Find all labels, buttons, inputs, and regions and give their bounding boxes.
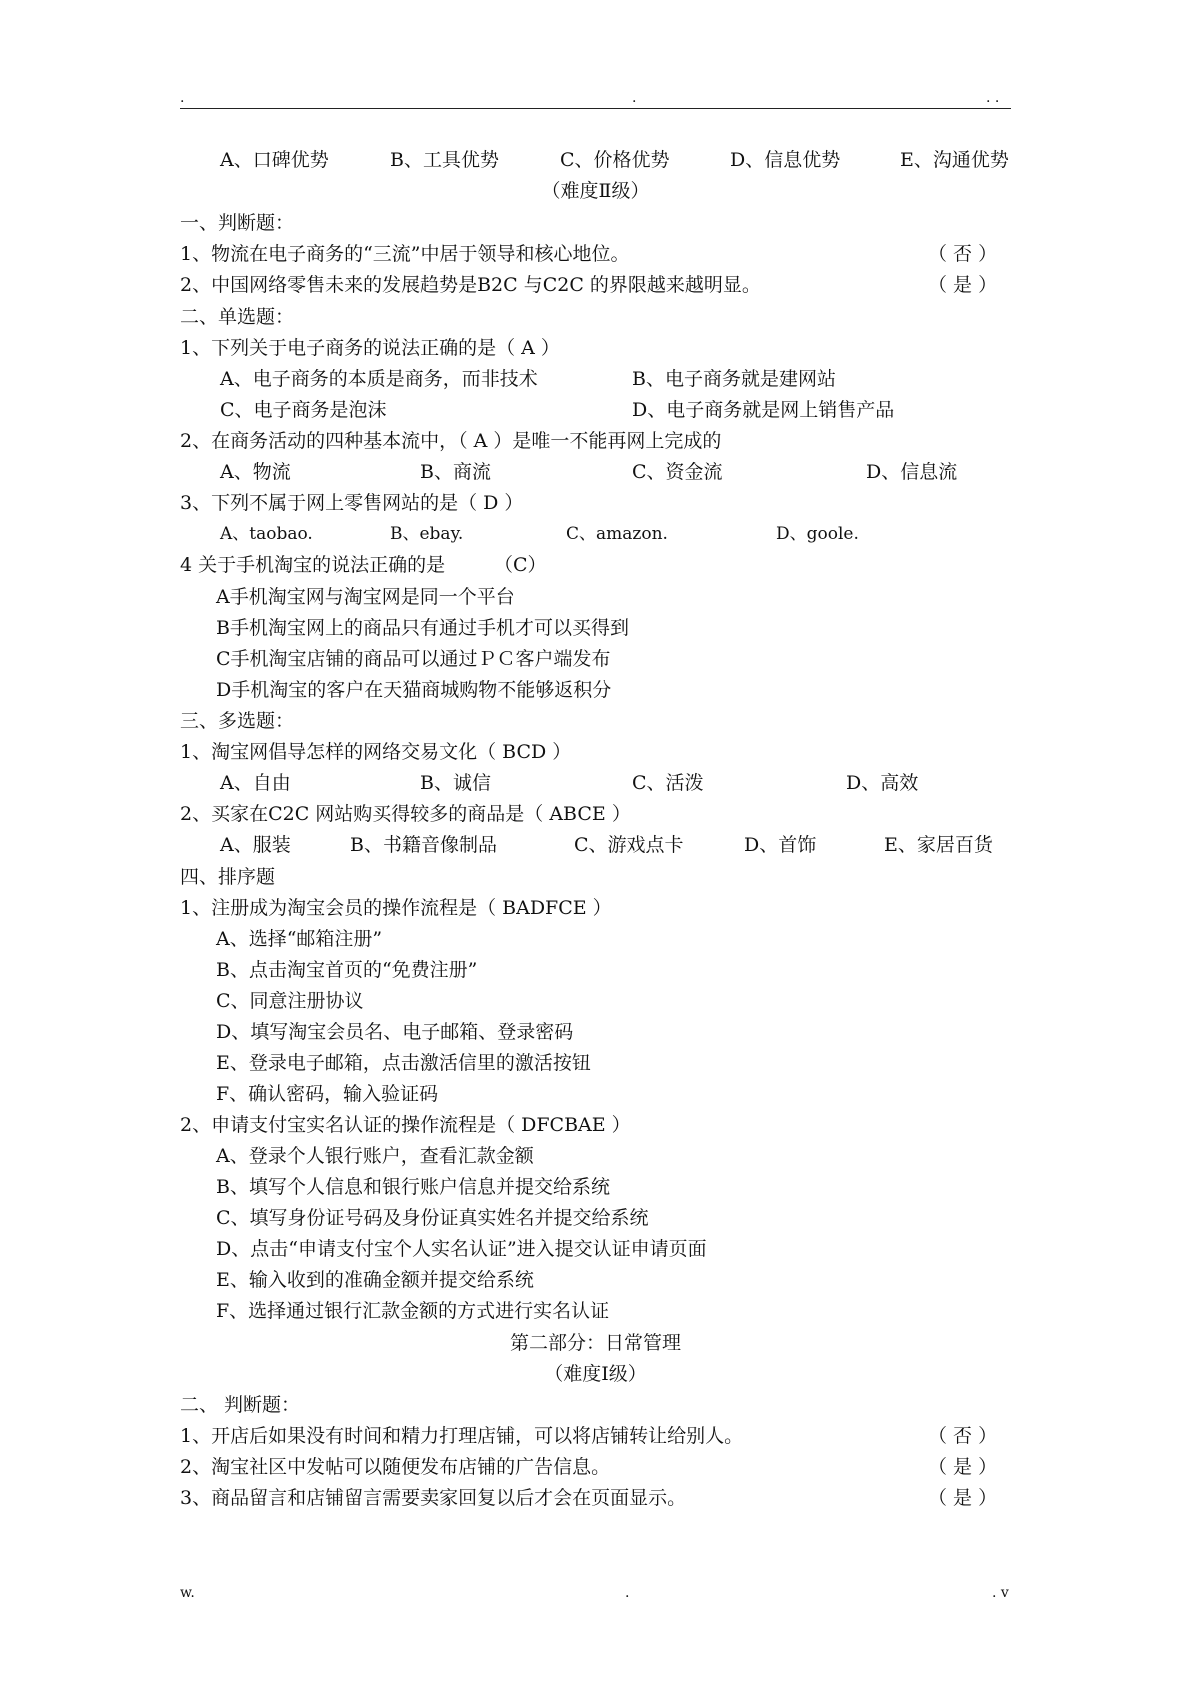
header-mark-left: . <box>180 90 185 106</box>
option: A、自由 <box>220 772 291 794</box>
option: A手机淘宝网与淘宝网是同一个平台 <box>216 586 515 608</box>
option: D、电子商务就是网上销售产品 <box>632 399 895 421</box>
question-text: 1、淘宝网倡导怎样的网络交易文化（ BCD ） <box>180 741 572 763</box>
option: E、家居百货 <box>884 834 993 856</box>
header-mark-mid: . <box>632 90 637 106</box>
option: B、诚信 <box>420 772 491 794</box>
footer-mark-mid: . <box>625 1585 630 1601</box>
section-heading: 三、多选题： <box>180 710 295 732</box>
question-text: 3、下列不属于网上零售网站的是（ D ） <box>180 492 524 514</box>
header-mark-right: . . <box>986 90 1000 106</box>
footer-mark-right: . v <box>992 1585 1009 1601</box>
step-item: B、点击淘宝首页的“免费注册” <box>216 959 478 981</box>
option: A、taobao. <box>220 524 313 544</box>
step-item: D、填写淘宝会员名、电子邮箱、登录密码 <box>216 1021 574 1043</box>
option: A、服装 <box>220 834 291 856</box>
top-option: D、信息优势 <box>730 149 841 171</box>
question-text: 2、在商务活动的四种基本流中，（ A ）是唯一不能再网上完成的 <box>180 430 722 452</box>
question-text: 1、开店后如果没有时间和精力打理店铺，可以将店铺转让给别人。 <box>180 1425 744 1447</box>
answer-bracket: （ 否 ） <box>928 1425 998 1447</box>
top-option: B、工具优势 <box>390 149 499 171</box>
difficulty-level: （难度Ⅰ级） <box>544 1363 647 1385</box>
step-item: F、确认密码，输入验证码 <box>216 1083 439 1105</box>
option: B、书籍音像制品 <box>350 834 497 856</box>
part-title: 第二部分：日常管理 <box>509 1332 681 1354</box>
step-item: C、同意注册协议 <box>216 990 364 1012</box>
question-text: 2、申请支付宝实名认证的操作流程是（ DFCBAE ） <box>180 1114 631 1136</box>
answer-bracket: （ 是 ） <box>928 1456 998 1478</box>
option: A、物流 <box>220 461 291 483</box>
top-option: E、沟通优势 <box>900 149 1009 171</box>
option: C、电子商务是泡沫 <box>220 399 387 421</box>
top-option: A、口碑优势 <box>220 149 329 171</box>
header-rule <box>180 108 1011 109</box>
option: D手机淘宝的客户在天猫商城购物不能够返积分 <box>216 679 612 701</box>
step-item: D、点击“申请支付宝个人实名认证”进入提交认证申请页面 <box>216 1238 707 1260</box>
question-text: 1、下列关于电子商务的说法正确的是（ A ） <box>180 337 560 359</box>
question-text: 2、买家在C2C 网站购买得较多的商品是（ ABCE ） <box>180 803 631 825</box>
question-text: 1、注册成为淘宝会员的操作流程是（ BADFCE ） <box>180 897 612 919</box>
option: C、游戏点卡 <box>574 834 684 856</box>
step-item: E、输入收到的准确金额并提交给系统 <box>216 1269 534 1291</box>
question-text: 2、中国网络零售未来的发展趋势是B2C 与C2C 的界限越来越明显。 <box>180 274 761 296</box>
footer-mark-left: w. <box>180 1585 195 1601</box>
question-text: 2、淘宝社区中发帖可以随便发布店铺的广告信息。 <box>180 1456 611 1478</box>
section-heading: 二、单选题： <box>180 306 295 328</box>
step-item: A、登录个人银行账户，查看汇款金额 <box>216 1145 534 1167</box>
section-heading: 一、判断题： <box>180 212 295 234</box>
option: D、信息流 <box>866 461 958 483</box>
option: D、高效 <box>846 772 919 794</box>
option: D、goole. <box>776 524 859 544</box>
difficulty-level: （难度Ⅱ级） <box>541 180 650 202</box>
answer-bracket: （C） <box>494 554 547 576</box>
step-item: C、填写身份证号码及身份证真实姓名并提交给系统 <box>216 1207 649 1229</box>
question-text: 3、商品留言和店铺留言需要卖家回复以后才会在页面显示。 <box>180 1487 687 1509</box>
step-item: B、填写个人信息和银行账户信息并提交给系统 <box>216 1176 610 1198</box>
answer-bracket: （ 是 ） <box>928 1487 998 1509</box>
step-item: E、登录电子邮箱，点击激活信里的激活按钮 <box>216 1052 591 1074</box>
option: C、amazon. <box>566 524 668 544</box>
question-text: 1、物流在电子商务的“三流”中居于领导和核心地位。 <box>180 243 630 265</box>
option: B、ebay. <box>390 524 464 544</box>
section-heading: 二、 判断题： <box>180 1394 301 1416</box>
answer-bracket: （ 否 ） <box>928 243 998 265</box>
option: D、首饰 <box>744 834 817 856</box>
option: B、商流 <box>420 461 491 483</box>
top-option: C、价格优势 <box>560 149 670 171</box>
option: C、活泼 <box>632 772 704 794</box>
option: B、电子商务就是建网站 <box>632 368 836 390</box>
question-text: 4 关于手机淘宝的说法正确的是 <box>180 554 446 576</box>
step-item: F、选择通过银行汇款金额的方式进行实名认证 <box>216 1300 610 1322</box>
option: C、资金流 <box>632 461 723 483</box>
step-item: A、选择“邮箱注册” <box>216 928 383 950</box>
option: C手机淘宝店铺的商品可以通过ＰＣ客户端发布 <box>216 648 611 670</box>
option: A、电子商务的本质是商务，而非技术 <box>220 368 538 390</box>
answer-bracket: （ 是 ） <box>928 274 998 296</box>
option: B手机淘宝网上的商品只有通过手机才可以买得到 <box>216 617 629 639</box>
section-heading: 四、排序题 <box>180 866 276 888</box>
